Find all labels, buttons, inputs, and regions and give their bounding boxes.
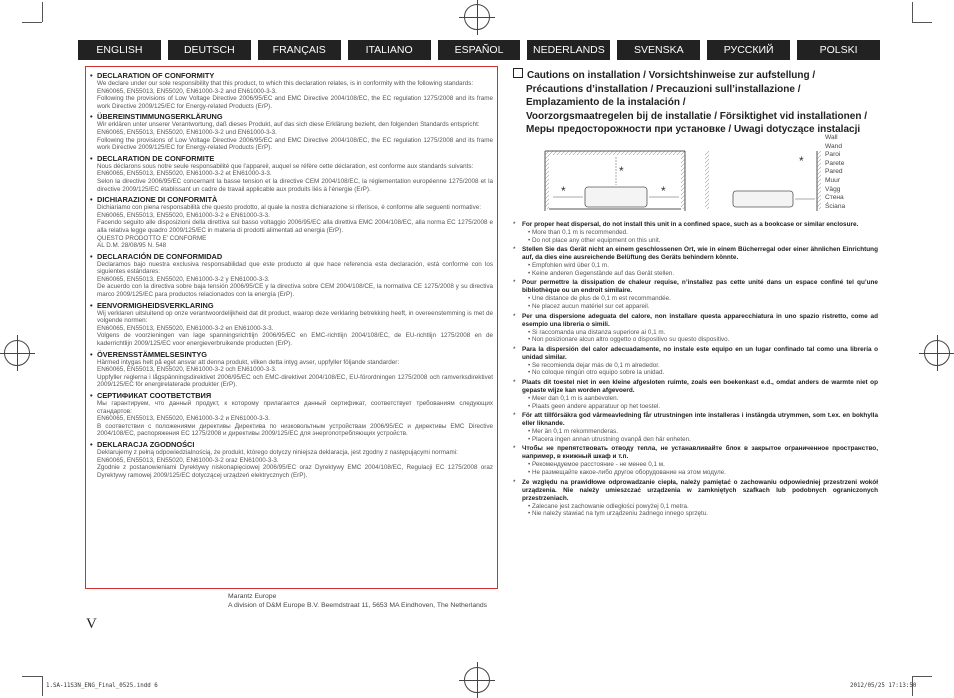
note-bullet-item: • Empfohlen wird über 0,1 m. [528, 262, 609, 270]
tab-nederlands[interactable]: NEDERLANDS [527, 40, 610, 60]
note-heading: * Plaats dit toestel niet in een kleine afgesloten ruimte, zoals een boekenkast e.d., omdat anders de warmte niet op gepaste wijze kan worden afgevoerd. [513, 378, 878, 394]
manufacturer-signature [228, 593, 487, 611]
note-heading: * För att tillförsäkra god värmeavledning får utrustningen inte installeras i instängda utrymmen, som t.ex. en bokhylla eller liknande. [513, 412, 878, 428]
declaration-body: Declaramos bajo nuestra exclusiva responsabilidad que este producto al que hace referencia esta declaración, está conforme con los siguientes estándares: EN60065, EN55013, EN55020, EN61000-3-2 y EN61000-3-3. De acuerdo con la directiva sobre baja tensión 2006/95/CE y la directiva sobre CEM 2004/108/CE, la normativa CE 1275/2008 y su directiva marco 2009/125/EC para productos relacionados con la energía (ErP). [97, 260, 493, 299]
bullet-icon: • [528, 402, 532, 410]
clearance-star: * [561, 184, 566, 198]
asterisk-icon: * [513, 279, 516, 287]
note-heading: * Чтобы не препятствовать отводу тепла, не устанавливайте блок в закрытое ограниченное пространство, например, в книжный шкаф и т.п. [513, 445, 878, 461]
declarations-box [85, 66, 498, 589]
note-bullet-item: • Si raccomanda una distanza superiore ai 0,1 m. [528, 328, 666, 336]
wall-labels [825, 134, 845, 211]
cautions-title-line: Cautions on installation / Vorsichtshinweise zur aufstellung / [513, 68, 878, 83]
bullet-icon: • [528, 262, 532, 270]
wall-label: Parete [825, 159, 845, 167]
bullet-icon: • [90, 391, 93, 400]
declaration-section [90, 391, 493, 438]
bullet-icon: • [90, 300, 93, 310]
crop-mark [22, 676, 42, 677]
bullet-icon: • [528, 461, 532, 469]
declaration-body: We declare under our sole responsibility that this product, to which this declaration relates, is in conformity with the following standards: EN60065, EN55013, EN55020, EN61000-3-2 and EN61000-3-3. Following the provisions of Low Voltage Directive 2006/95/EC and EMC Directive 2004/108/EC, the EC regulation 1275/2008 and its frame work Directive 2009/125/EC for Energy-related Products (ErP). [97, 80, 493, 110]
language-tab-bar [78, 40, 880, 60]
asterisk-icon: * [513, 246, 516, 254]
registration-mark-icon [464, 4, 490, 30]
tab-italiano[interactable]: ITALIANO [348, 40, 431, 60]
declaration-section [90, 195, 493, 250]
bullet-icon: • [90, 112, 93, 122]
bullet-icon: • [90, 195, 93, 205]
checkbox-square-icon [513, 68, 523, 78]
bullet-icon: • [528, 236, 532, 244]
crop-mark [22, 22, 42, 23]
bullet-icon: • [90, 439, 93, 449]
installation-note [513, 346, 878, 377]
note-heading: * Para la dispersión del calor adecuadamente, no instale este equipo en un lugar confinado tal como una librería o unidad similar. [513, 345, 878, 361]
note-heading: * Per una dispersione adeguata del calore, non installare questa apparecchiatura in uno spazio ristretto, come ad esempio una libreria o simili. [513, 312, 878, 328]
declaration-body: Мы гарантируем, что данный продукт, к которому прилагается данный сертификат, соответствует требованиям следующих стандартов: EN60065, EN55013, EN55020, EN61000-3-2 и EN61000-3-3. В соответствии с положениями директивы Директива по низковольтным устройствам 2006/95/EC и директивы EMC Directive 2004/108/EC, распоряжения EC 1275/2008 и директивы 2009/125/EC для энергопотребляющих устройств. [97, 400, 493, 438]
note-bullet-item: • Nie należy stawiać na tym urządzeniu żadnego innego sprzętu. [528, 510, 709, 518]
bullet-icon: • [528, 302, 532, 310]
bullet-icon: • [528, 295, 532, 303]
tab-polski[interactable]: POLSKI [797, 40, 880, 60]
declaration-title: • СЕРТИФИКАТ СООТВЕТСТВИЯ [90, 391, 212, 400]
installation-note [513, 379, 878, 410]
front-view-diagram [545, 151, 685, 211]
declaration-body: Wir erklären unter unserer Verantwortung, daß dieses Produkt, auf das sich diese Erklärung bezieht, den folgenden Standards entspricht: EN60065, EN55013, EN55020, EN61000-3-2 und EN61000-3-3. Following the provisions of Low Voltage Directive 2006/95/EC and EMC Directive 2004/108/EC, the EC regulation 1275/2008 and its frame work Directive 2009/125/EC for Energy-related Products (ErP). [97, 121, 493, 152]
installation-note [513, 246, 878, 277]
note-bullet-item: • Не размещайте какое-либо другое оборудование на этом модуле. [528, 468, 726, 476]
signature-address: A division of D&M Europe B.V. Beemdstraat 11, 5653 MA Eindhoven, The Netherlands [228, 601, 488, 609]
note-bullet-item: • Mer än 0,1 m rekommenderas. [528, 428, 619, 436]
bullet-icon: • [90, 251, 93, 261]
note-bullet-item: • Placera ingen annan utrustning ovanpå den här enheten. [528, 435, 691, 443]
bullet-icon: • [528, 336, 532, 344]
wall-label: Pared [825, 168, 843, 176]
bullet-icon: • [528, 510, 532, 518]
declaration-body: Dichiariamo con piena responsabilità che questo prodotto, al quale la nostra dichiarazione si riferisce, è conforme alle seguenti normative: EN60065, EN55013, EN55020, EN61000-3-2 e EN61000-3-3. Facendo seguito alle disposizioni della direttiva sul basso voltaggio 2006/95/EC alla direttiva EMC 2004/108/EC, alla norma EC 1275/2008 e alla relativa legge quadro 2009/125/EC in materia di prodotti alimentati ad energia (ErP). QUESTO PRODOTTO E’ CONFORME AL D.M. 28/08/95 N. 548 [97, 204, 493, 250]
tab-espanol[interactable]: ESPAÑOL [438, 40, 521, 60]
note-bullet-item: • Se recomienda dejar más de 0,1 m alrededor. [528, 361, 660, 369]
declaration-body: Wij verklaren uitsluitend op onze verantwoordelijkheid dat dit product, waarop deze verklaring betrekking heeft, in overeenstemming is met de volgende normen: EN60065, EN55013, EN55020, EN61000-3-2 en EN61000-3-3. Volgens de voorzieningen van lage spanningsrichtlijn 2006/95/EC en EMC-richtlijn 2004/108/EC, de EU-richtlijn 1275/2008 en de kaderrichtlijn 2009/125/EC voor energieverbruikende producten (ErP). [97, 309, 493, 348]
asterisk-icon: * [513, 412, 516, 420]
note-bullet-item: • Do not place any other equipment on this unit. [528, 236, 661, 244]
installation-note [513, 221, 878, 244]
asterisk-icon: * [513, 312, 516, 320]
unit-side-shape [733, 191, 793, 207]
declaration-title: • DICHIARAZIONE DI CONFORMITÀ [90, 195, 218, 205]
declaration-section [90, 440, 493, 479]
wall-label: Wand [825, 142, 842, 150]
print-timestamp: 2012/05/25 17:13:50 [850, 683, 917, 689]
tab-svenska[interactable]: SVENSKA [617, 40, 700, 60]
installation-diagram [535, 133, 855, 211]
note-heading: * Stellen Sie das Gerät nicht an einem geschlossenen Ort, wie in einem Bücherregal oder einer ähnlichen Einrichtung auf, da dies eine ausreichende Belüftung des Geräts behindern könnte. [513, 246, 878, 262]
note-heading: * For proper heat dispersal, do not install this unit in a confined space, such as a bookcase or similar enclosure. [513, 221, 859, 228]
note-bullet-item: • Zalecane jest zachowanie odległości powyżej 0,1 metra. [528, 502, 689, 510]
file-slug: 1.SA-11S3N_ENG_Final_0525.indd 6 [46, 683, 158, 689]
asterisk-icon: * [513, 378, 516, 386]
tab-english[interactable]: ENGLISH [78, 40, 161, 60]
bullet-icon: • [90, 153, 93, 163]
registration-mark-icon [4, 340, 30, 366]
unit-front-shape [585, 187, 647, 207]
bullet-icon: • [90, 349, 93, 359]
side-view-diagram [705, 151, 821, 211]
cautions-title-line: Précautions d’installation / Precauzioni sull’installazione / [526, 83, 801, 95]
bullet-icon: • [528, 435, 532, 443]
asterisk-icon: * [513, 345, 516, 353]
tab-russian[interactable]: РУССКИЙ [707, 40, 790, 60]
bullet-icon: • [528, 394, 532, 402]
note-bullet-item: • Рекомендуемое расстояние - не менее 0,1 м. [528, 461, 665, 469]
wall-label: Ściana [825, 202, 846, 210]
bullet-icon: • [528, 361, 532, 369]
bullet-icon: • [528, 428, 532, 436]
note-heading: * Ze względu na prawidłowe odprowadzanie ciepła, należy pamiętać o zachowaniu odpowiedniej przestrzeni wokół urządzenia. Nie należy umieszczać urządzenia w zamkniętych szafkach lub podobnych ograniczonych przestrzeniach. [513, 478, 878, 502]
cautions-title-line: Voorzorgsmaatregelen bij de installatie / Försiktighet vid installationen / [526, 110, 867, 122]
bullet-icon: • [528, 328, 532, 336]
declaration-title: • ÜBEREINSTIMMUNGSERKLÄRUNG [90, 112, 223, 122]
clearance-star: * [799, 154, 804, 168]
note-bullet-item: • Meer dan 0,1 m is aanbevolen. [528, 394, 619, 402]
note-bullet-item: • Une distance de plus de 0,1 m est recommandée. [528, 295, 671, 303]
installation-notes [513, 221, 878, 520]
signature-company: Marantz Europe [228, 593, 277, 600]
wall-label: Vägg [825, 185, 841, 193]
clearance-star: * [619, 164, 624, 178]
wall-label: Muur [825, 176, 841, 184]
bullet-icon: • [528, 502, 532, 510]
declaration-section [90, 301, 493, 348]
declaration-section [90, 252, 493, 299]
crop-mark [912, 2, 913, 22]
asterisk-icon: * [513, 445, 516, 453]
asterisk-icon: * [513, 478, 516, 486]
installation-note [513, 313, 878, 344]
declaration-section [90, 350, 493, 389]
declaration-body: Nous déclarons sous notre seule responsabilité que l’appareil, auquel se réfère cette déclaration, est conforme aux standards suivants: EN60065, EN55013, EN55020, EN61000-3-2 et EN61000-3-3. Selon la directive 2006/95/EC concernant la basse tension et la directive CEM 2004/108/EC, la réglementation européenne 1275/2008 et la directive 2009/125/EC établissant un cadre de travail applicable aux produits liés à l’énergie (ErP). [97, 162, 493, 193]
declaration-title: • DECLARATION DE CONFORMITE [90, 153, 215, 163]
note-bullet-item: • Ne placez aucun matériel sur cet appareil. [528, 302, 650, 310]
bullet-icon: • [90, 71, 93, 80]
wall-label: Стена [825, 194, 844, 202]
crop-mark [912, 676, 932, 677]
installation-note [513, 445, 878, 476]
declaration-title: • DECLARACIÓN DE CONFORMIDAD [90, 251, 223, 261]
declaration-title: • DECLARATION OF CONFORMITY [90, 71, 215, 80]
note-heading: * Pour permettre la dissipation de chaleur requise, n’installez pas cette unité dans un espace confiné tel qu’une bibliothèque ou un endroit similaire. [513, 279, 878, 295]
wall-label: Paroi [825, 151, 841, 159]
tab-francais[interactable]: FRANÇAIS [258, 40, 341, 60]
note-bullet-item: • Non posizionare alcun altro oggetto o dispositivo su questo dispositivo. [528, 336, 730, 344]
installation-note [513, 279, 878, 310]
declaration-body: Deklarujemy z pełną odpowiedzialnością, że produkt, którego dotyczy niniejsza deklaracja, jest zgodny z następującymi normami: EN60065, EN55013, EN55020, EN61000-3-2 oraz EN61000-3-3. Zgodnie z postanowieniami Dyrektywy niskonapięciowej 2006/95/EC oraz Dyrektywy EMC 2004/108/EC, Regulacji EC 1275/2008 oraz Dyrektywy ramowej 2009/125/EC dotyczącej urządzeń elektrycznych (ErP). [97, 448, 493, 479]
page-number: V [86, 616, 97, 632]
note-bullet-item: • Plaats geen andere apparatuur op het toestel. [528, 402, 661, 410]
declaration-section [90, 112, 493, 151]
crop-mark [42, 2, 43, 22]
installation-note [513, 412, 878, 443]
cautions-title-line: Emplazamiento de la instalación / [526, 97, 686, 109]
declaration-title: • EENVORMIGHEIDSVERKLARING [90, 300, 214, 310]
crop-mark [912, 22, 932, 23]
wall-label: Wall [825, 134, 838, 141]
registration-mark-icon [464, 667, 490, 693]
tab-deutsch[interactable]: DEUTSCH [168, 40, 251, 60]
note-bullet-item: • No coloque ningún otro equipo sobre la unidad. [528, 369, 665, 377]
bullet-icon: • [528, 229, 532, 236]
declaration-section [90, 154, 493, 193]
bullet-icon: • [528, 269, 532, 277]
declaration-body: Härmed intygas helt på eget ansvar att denna produkt, vilken detta intyg avser, uppfyller följande standarder: EN60065, EN55013, EN55020, EN61000-3-2 och EN61000-3-3. Uppfyller reglerna i lågspänningsdirektivet 2006/95/EC och EMC-direktivet 2004/108/EC, EU-förordningen 1275/2008 och ramverksdirektivet 2009/125/EC för energirelaterade produkter (ErP). [97, 358, 493, 389]
cautions-heading [513, 68, 878, 137]
bullet-icon: • [528, 468, 532, 476]
note-bullet-item: • Keine anderen Gegenstände auf das Gerät stellen. [528, 269, 675, 277]
bullet-icon: • [528, 369, 532, 377]
declaration-title: • ÖVERENSSTÄMMELSESINTYG [90, 349, 208, 359]
cautions-title-line: Меры предосторожности при установке / Uwagi dotyczące instalacji [526, 124, 861, 136]
declaration-section [90, 71, 493, 110]
declaration-title: • DEKLARACJA ZGODNOŚCI [90, 439, 195, 449]
crop-mark [42, 676, 43, 696]
clearance-star: * [661, 184, 666, 198]
asterisk-icon: * [513, 221, 516, 228]
note-bullet-item: • More than 0.1 m is recommended. [528, 229, 628, 236]
registration-mark-icon [924, 340, 950, 366]
installation-note [513, 479, 878, 518]
